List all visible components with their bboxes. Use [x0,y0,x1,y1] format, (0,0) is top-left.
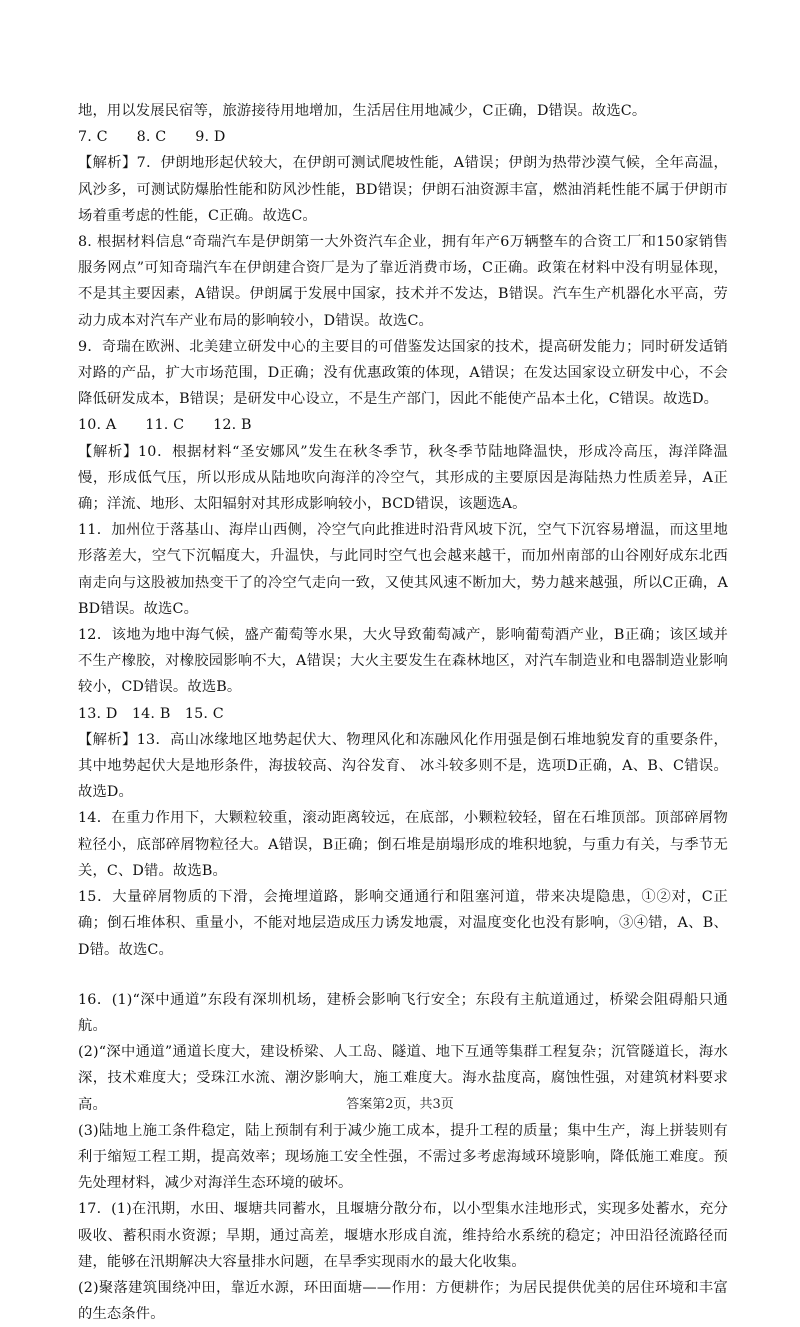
answer-q16-3: (3)陆地上施工条件稳定，陆上预制有利于减少施工成本，提升工程的质量；集中生产，海上拼装则有利于缩短工程工期，提高效率；现场施工安全性强，不需过多考虑海域环境影响，降低施工难度。预先处理材料，减少对海洋生态环境的破坏。 [78,1122,728,1192]
analysis-q8: 8. 根据材料信息“奇瑞汽车是伊朗第一大外资汽车企业，拥有年产6万辆整车的合资工厂和150家销售服务网点”可知奇瑞汽车在伊朗建合资厂是为了靠近消费市场，C正确。政策在材料中没有明显体现，不是其主要因素，A错误。伊朗属于发展中国家，技术并不发达，B错误。汽车生产机器化水平高，劳动力成本对汽车产业布局的影响较小，D错误。故选C。 [78,234,728,329]
analysis-q15: 15．大量碎屑物质的下滑，会掩埋道路，影响交通通行和阻塞河道，带来决堤隐患，①②对，C正确；倒石堆体积、重量小，不能对地层造成压力诱发地震，对温度变化也没有影响，③④错，A、B、D错。故选C。 [78,889,728,958]
analysis-q13: 【解析】13．高山冰缘地区地势起伏大、物理风化和冻融风化作用强是倒石堆地貌发育的重要条件，其中地势起伏大是地形条件，海拔较高、沟谷发育、 冰斗较多则不是，选项D正确，A、B、C错误。故选D。 [78,731,728,801]
analysis-q12: 12．该地为地中海气候，盛产葡萄等水果，大火导致葡萄减产，影响葡萄酒产业，B正确；该区域并不生产橡胶，对橡胶园影响不大，A错误；大火主要发生在森林地区，对汽车制造业和电器制造业影响较小，CD错误。故选B。 [78,627,728,696]
answer-q16-1: 16．(1)“深中通道”东段有深圳机场，建桥会影响飞行安全；东段有主航道通过，桥梁会阻碍船只通航。 [78,991,728,1034]
analysis-q10: 【解析】10．根据材料“圣安娜风”发生在秋冬季节，秋冬季节陆地降温快，形成冷高压，海洋降温慢，形成低气压，所以形成从陆地吹向海洋的冷空气，其形成的主要原因是海陆热力性质差异，A正确；洋流、地形、太阳辐射对其形成影响较小，BCD错误，该题选A。 [78,443,728,513]
analysis-q11: 11．加州位于落基山、海岸山西侧，冷空气向此推进时沿背风坡下沉，空气下沉容易增温，而这里地形落差大，空气下沉幅度大，升温快，与此同时空气也会越来越干，而加州南部的山谷刚好成东北西南走向与这股被加热变干了的冷空气走向一致，又使其风速不断加大，势力越来越强，所以C正确，ABD错误。故选C。 [78,522,728,617]
answer-key-10-12: 10. A 11. C 12. B [78,417,252,434]
page-footer: 答案第2页，共3页 [346,1097,454,1112]
analysis-q9: 9．奇瑞在欧洲、北美建立研发中心的主要目的可借鉴发达国家的技术，提高研发能力；同时研发适销对路的产品，扩大市场范围，D正确；没有优惠政策的体现，A错误；在发达国家设立研发中心，不会降低研发成本，B错误；是研发中心设立，不是生产部门，因此不能使产品本土化，C错误。故选D。 [78,338,728,408]
answer-q17-1: 17．(1)在汛期，水田、堰塘共同蓄水，且堰塘分散分布，以小型集水洼地形式，实现多处蓄水，充分吸收、蓄积雨水资源；旱期，通过高差，堰塘水形成自流，维持给水系统的稳定；冲田沿径流路径而建，能够在汛期解决大容量排水问题，在旱季实现雨水的最大化收集。 [78,1201,728,1270]
answer-q17-2: (2)聚落建筑围绕冲田，靠近水源，环田面塘——作用：方便耕作；为居民提供优美的居住环境和丰富的生态条件。 [78,1279,728,1323]
answer-key-13-15: 13. D 14. B 15. C [78,705,224,722]
analysis-q14: 14．在重力作用下，大颗粒较重，滚动距离较远，在底部，小颗粒较轻，留在石堆顶部。顶部碎屑物粒径小，底部碎屑物粒径大。A错误，B正确；倒石堆是崩塌形成的堆积地貌，与重力有关，与季节无关，C、D错。故选B。 [78,810,728,879]
answer-key-7-9: 7. C 8. C 9. D [78,129,226,146]
section-gap [78,963,728,987]
answer-q16-2: (2)“深中通道”通道长度大，建设桥梁、人工岛、隧道、地下互通等集群工程复杂；沉管隧道长，海水深，技术难度大；受珠江水流、潮汐影响大，施工难度大。海水盐度高，腐蚀性强，对建筑材料要求高。 [78,1044,728,1113]
answer-content [78,98,728,1327]
analysis-q7: 【解析】7．伊朗地形起伏较大，在伊朗可测试爬坡性能，A错误；伊朗为热带沙漠气候，全年高温，风沙多，可测试防爆胎性能和防风沙性能，BD错误；伊朗石油资源丰富，燃油消耗性能不属于伊朗市场着重考虑的性能，C正确。故选C。 [78,155,728,224]
answer-paragraph: 地，用以发展民宿等，旅游接待用地增加，生活居住用地减少，C正确，D错误。故选C。 [78,103,647,119]
